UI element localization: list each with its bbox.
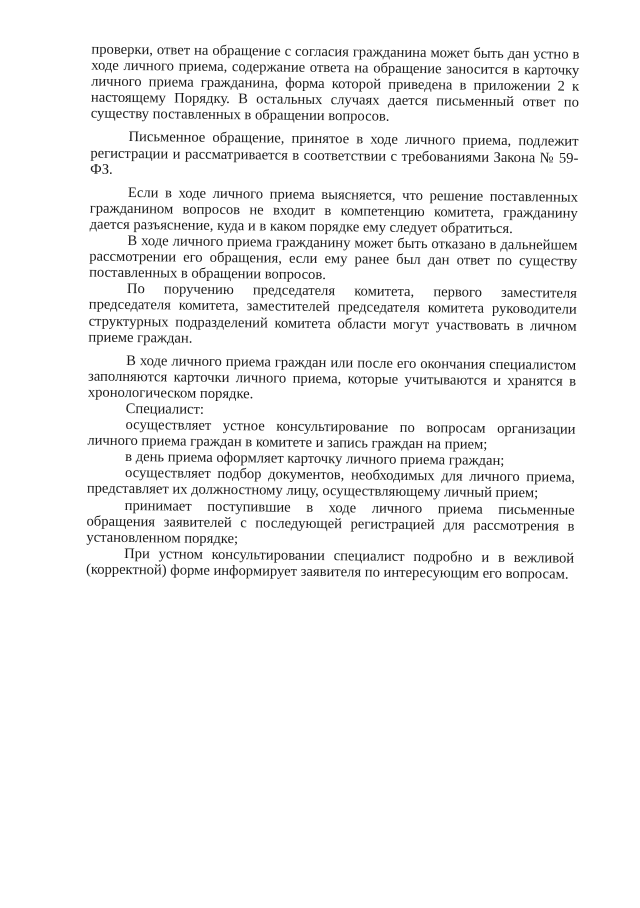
paragraph-written-appeal: Письменное обращение, принятое в ходе личного приема, подлежит регистрации и рассматривается в соответствии с требованиями Закона № 59-ФЗ. [90, 129, 579, 178]
paragraph-consulting: осуществляет устное консультирование по вопросам организации личного приема граждан в комитете и запись граждан на прием; [87, 417, 576, 453]
paragraph-participation: По поручению председателя комитета, первого заместителя председателя комитета, заместителей председателя комитета руководители структурных подразделений комитета области могут участвовать в личном приеме граждан. [88, 281, 578, 347]
paragraph-accepts-appeals: принимает поступившие в ходе личного приема письменные обращения заявителей с последующей регистрацией для рассмотрения в установленном порядке; [86, 497, 575, 547]
paragraph-specialist-heading: Специалист: [125, 400, 205, 418]
paragraph-check-answer: проверки, ответ на обращение с согласия гражданина может быть дан устно в ходе личного приема, содержание ответа на обращение заносится в карточку личного приема гражданина, форма которой приведена в приложении 2 к настоящему Порядку. В остальных случаях дается письменный ответ по существу поставленных в обращении вопросов. [90, 41, 580, 126]
paragraph-documents: осуществляет подбор документов, необходимых для личного приема, представляет их должностному лицу, осуществляющему личный прием; [86, 465, 576, 502]
paragraph-competence: Если в ходе личного приема выясняется, что решение поставленных гражданином вопросов не входит в компетенцию комитета, гражданину дается разъяснение, куда и в каком порядке ему следует обратиться. [89, 184, 579, 237]
paragraph-reception-day: в день приема оформляет карточку личного приема граждан; [125, 449, 505, 470]
paragraph-cards: В ходе личного приема граждан или после его окончания специалистом заполняются карточки личного приема, которые учитываются и хранятся в хронологическом порядке. [87, 352, 577, 403]
paragraph-oral-consulting: При устном консультировании специалист подробно и в вежливой (корректной) форме информирует заявителя по интересующим его вопросам. [85, 545, 575, 583]
paragraph-refusal: В ходе личного приема гражданину может быть отказано в дальнейшем рассмотрении его обращения, если ему ранее был дан ответ по существу поставленных в обращении вопросов. [89, 233, 578, 284]
document-body [86, 42, 580, 583]
